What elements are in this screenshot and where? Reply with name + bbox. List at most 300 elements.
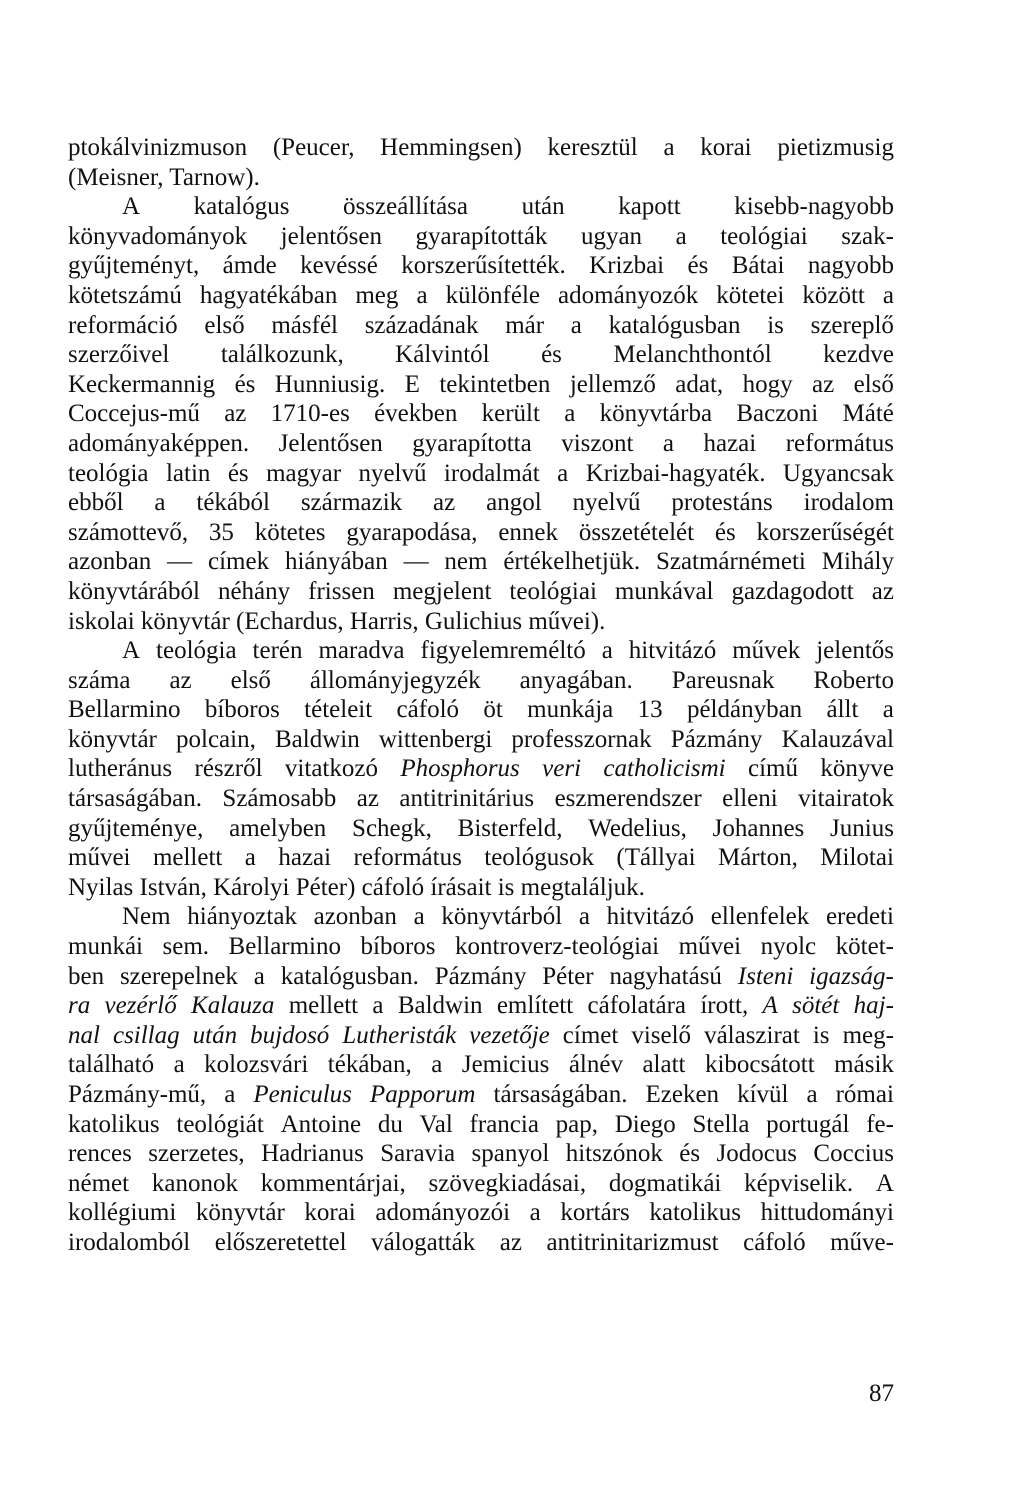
word: kötetes — [254, 518, 326, 546]
word: Márton, — [717, 844, 798, 872]
word: és — [714, 518, 736, 546]
word: kapott — [618, 193, 681, 221]
text-line — [68, 340, 894, 370]
word: szerzetes, — [148, 1140, 245, 1168]
word: ra — [68, 992, 91, 1020]
word: veri — [542, 755, 582, 783]
word: Coccius — [813, 1140, 894, 1168]
word: nyelvű — [358, 459, 427, 487]
word: teológusok — [484, 844, 594, 872]
word: Johannes — [712, 814, 805, 842]
word: bíboros — [360, 933, 436, 961]
word: katolikus — [649, 1199, 742, 1227]
word: és — [541, 341, 562, 369]
word: az — [433, 489, 456, 517]
word: nal — [68, 1021, 100, 1049]
word: könyvtárba — [599, 400, 713, 428]
word: kezdve — [823, 341, 894, 369]
word: polcain, — [176, 725, 256, 753]
word: fe- — [866, 1110, 894, 1138]
word: a — [601, 637, 613, 665]
word: szerepelnek — [119, 962, 238, 990]
word: nyelvű — [572, 489, 641, 517]
word: A — [762, 992, 778, 1020]
word: értékelhetjük. — [503, 548, 641, 576]
word: összeállítása — [343, 193, 468, 221]
word: gyarapodása, — [346, 518, 478, 546]
word: Diego — [614, 1110, 676, 1138]
word: Saravia — [380, 1140, 456, 1168]
word: azonban — [313, 903, 397, 931]
word: latin — [165, 459, 211, 487]
word: között — [802, 281, 865, 309]
word: válaszirat — [704, 1021, 800, 1049]
word: években — [374, 400, 458, 428]
word: az — [499, 1228, 522, 1256]
word: hittudományi — [760, 1199, 894, 1227]
word: korszerűségét — [756, 518, 894, 546]
text-line — [68, 843, 894, 873]
word: cáfoló — [743, 1228, 806, 1256]
word: a — [413, 903, 425, 931]
word: adományaképpen. — [68, 429, 250, 457]
text-line — [68, 459, 894, 489]
word: Pázmány — [434, 962, 527, 990]
word: könyvtárából — [68, 577, 200, 605]
word: haj- — [853, 992, 894, 1020]
word: (Meisner, Tarnow). — [68, 163, 260, 191]
word: gyűjteménye, — [68, 814, 204, 842]
word: Ezeken — [645, 1081, 720, 1108]
word: első — [853, 370, 894, 398]
word: kötetszámú — [68, 281, 182, 309]
text-line — [68, 488, 894, 518]
text-line — [68, 1080, 894, 1110]
word: Pázmány-mű, — [68, 1081, 207, 1108]
word: századának — [364, 311, 479, 339]
word: katalógusban. — [280, 962, 419, 990]
word: eszmerendszer — [554, 785, 702, 813]
text-line — [68, 932, 894, 962]
word: cáfoló — [396, 696, 460, 724]
word: a — [253, 962, 265, 990]
word: reformáció — [68, 311, 178, 339]
word: antitrinitarizmust — [546, 1228, 719, 1256]
word: részről — [194, 755, 263, 783]
text-line — [68, 192, 894, 222]
word: és — [234, 370, 256, 398]
word: első — [204, 311, 245, 339]
word: már — [505, 311, 545, 339]
text-line — [68, 251, 894, 281]
word: álnév — [568, 1051, 623, 1079]
word: vezetője — [469, 1021, 550, 1049]
word: könyvtárból — [441, 903, 563, 931]
word: írott, — [700, 992, 749, 1020]
word: elleni — [722, 785, 778, 813]
word: Antoine — [280, 1110, 362, 1138]
text-line — [68, 1228, 894, 1258]
word: Wedelius, — [588, 814, 687, 842]
word: könyvtár — [68, 725, 157, 753]
word: kötetei — [716, 281, 785, 309]
word: figyelemreméltó — [420, 637, 586, 665]
word: spanyol — [471, 1140, 550, 1168]
word: Baldwin — [397, 992, 483, 1020]
word: társaságában. — [68, 785, 202, 813]
word: ebből — [68, 489, 124, 517]
word: Schegk, — [352, 814, 432, 842]
word: című — [748, 755, 799, 783]
word: teológia — [68, 459, 149, 487]
word: római — [835, 1081, 894, 1108]
word: pietizmusig — [777, 134, 894, 161]
word: Hemmingsen) — [380, 134, 522, 161]
word: az — [812, 370, 835, 398]
word: és — [227, 459, 249, 487]
word: a — [806, 1081, 818, 1108]
word: nagyhatású — [609, 962, 722, 990]
word: címet — [562, 1021, 619, 1049]
word: után — [521, 193, 565, 221]
word: anyagában. — [519, 666, 633, 694]
word: ptokálvinizmuson — [68, 134, 248, 161]
word: került — [481, 400, 540, 428]
word: Jelentősen — [278, 429, 383, 457]
word: gyarapította — [412, 429, 532, 457]
word: után — [192, 1021, 238, 1049]
word: a — [882, 281, 894, 309]
word: hazai — [703, 429, 757, 457]
word: jelentősen — [280, 222, 383, 250]
word: iskolai könyvtár (Echardus, Harris, Gulichius művei). — [68, 607, 606, 635]
word: (Peucer, — [272, 134, 355, 161]
word: Nem — [122, 903, 171, 931]
word: Jemicius — [461, 1051, 550, 1079]
word: angol — [486, 489, 542, 517]
word: művei — [678, 933, 742, 961]
word: másik — [834, 1051, 894, 1079]
word: Ugyancsak — [782, 459, 894, 487]
word: A — [875, 1169, 894, 1197]
text-line — [68, 370, 894, 400]
word: Jodocus — [716, 1140, 798, 1168]
word: amelyben — [229, 814, 327, 842]
word: állt — [826, 696, 859, 724]
word: a — [529, 1199, 541, 1227]
word: maradva — [318, 637, 405, 665]
word: Péter — [542, 962, 594, 990]
text-line — [68, 281, 894, 311]
word: hiányoztak — [187, 903, 297, 931]
word: Bellarmino — [68, 696, 181, 724]
word: címek — [208, 548, 270, 576]
word: hagyatékában — [199, 281, 338, 309]
word: kommentárjai, — [260, 1169, 406, 1197]
word: gazdagodott — [731, 577, 854, 605]
word: példányban — [686, 696, 803, 724]
word: kívül — [737, 1081, 789, 1108]
word: a — [663, 134, 675, 161]
word: a — [570, 311, 582, 339]
text-line — [68, 666, 894, 696]
word: tékából — [196, 489, 270, 517]
word: az — [169, 666, 192, 694]
word: található — [68, 1051, 155, 1079]
word: a — [416, 281, 428, 309]
word: számottevő, — [68, 518, 189, 546]
word: találkozunk, — [220, 341, 344, 369]
word: eredeti — [825, 903, 894, 931]
word: hogy — [742, 370, 793, 398]
word: hiányában — [284, 548, 388, 576]
text-line — [68, 577, 894, 607]
text-line — [68, 873, 894, 903]
word: és — [679, 1140, 701, 1168]
word: keresztül — [547, 134, 638, 161]
word: a — [173, 1051, 185, 1079]
word: portugál — [766, 1110, 850, 1138]
word: is — [812, 1021, 830, 1049]
word: műve- — [830, 1228, 894, 1256]
word: Stella — [692, 1110, 750, 1138]
word: katolikus — [68, 1110, 160, 1138]
text-line — [68, 902, 894, 932]
word: a — [557, 459, 569, 487]
word: ámde — [222, 252, 277, 280]
text-line — [68, 429, 894, 459]
word: kortárs — [560, 1199, 630, 1227]
word: Peniculus — [253, 1081, 352, 1108]
word: első — [230, 666, 271, 694]
word: Keckermannig — [68, 370, 216, 398]
text-line — [68, 222, 894, 252]
text-line — [68, 814, 894, 844]
word: kevéssé — [300, 252, 378, 280]
word: előszeretettel — [214, 1228, 347, 1256]
text-line — [68, 636, 894, 666]
word: magyar — [266, 459, 342, 487]
word: meg- — [842, 1021, 894, 1049]
text-line — [68, 399, 894, 429]
text-line — [68, 163, 894, 193]
word: szövegkiadásai, — [428, 1169, 587, 1197]
word: Máté — [842, 400, 894, 428]
word: Kalauzával — [781, 725, 894, 753]
word: Bellarmino — [228, 933, 342, 961]
word: Junius — [830, 814, 894, 842]
word: művek — [732, 637, 801, 665]
word: csillag — [112, 1021, 180, 1049]
word: du — [377, 1110, 403, 1138]
word: kontroverz-teológiai — [455, 933, 660, 961]
word: Coccejus-mű — [68, 400, 200, 428]
word: (Tállyai — [616, 844, 696, 872]
text-line — [68, 695, 894, 725]
word: A — [122, 637, 141, 665]
word: viselő — [631, 1021, 692, 1049]
word: ellenfelek — [710, 903, 810, 931]
word: hazai — [278, 844, 332, 872]
word: korszerűsítették. — [401, 252, 566, 280]
word: meg — [355, 281, 399, 309]
word: pap, — [555, 1110, 598, 1138]
word: Roberto — [813, 666, 894, 694]
word: francia — [469, 1110, 539, 1138]
word: másfél — [271, 311, 338, 339]
word: származik — [300, 489, 403, 517]
word: nagyobb — [807, 252, 894, 280]
word: gyarapították — [415, 222, 548, 250]
word: az — [356, 785, 379, 813]
word: teológiai — [720, 222, 808, 250]
word: mellett — [288, 992, 359, 1020]
word: gyűjteményt, — [68, 252, 200, 280]
page-text — [68, 133, 894, 1258]
word: bujdosó — [250, 1021, 330, 1049]
word: alatt — [642, 1051, 686, 1079]
word: Hunniusig. — [274, 370, 386, 398]
word: A — [122, 193, 141, 221]
word: antitrinitárius — [399, 785, 535, 813]
word: Pareusnak — [671, 666, 775, 694]
word: 35 — [208, 518, 234, 546]
text-line — [68, 1169, 894, 1199]
text-line — [68, 962, 894, 992]
word: Bisterfeld, — [457, 814, 563, 842]
word: könyvadományok — [68, 222, 248, 250]
word: szerzőivel — [68, 341, 170, 369]
word: teológiai — [509, 577, 597, 605]
word: professzornak — [511, 725, 652, 753]
word: Szatmárnémeti — [655, 548, 806, 576]
word: E — [404, 370, 420, 398]
word: kolozsvári — [204, 1051, 309, 1079]
word: társaságában. — [493, 1081, 628, 1108]
word: Krizbai-hagyaték. — [585, 459, 766, 487]
text-line — [68, 754, 894, 784]
word: állományjegyzék — [309, 666, 481, 694]
word: öt — [483, 696, 503, 724]
word: lutheránus — [68, 755, 173, 783]
word: nem — [444, 548, 488, 576]
word: a — [578, 903, 590, 931]
word: sem. — [162, 933, 210, 961]
word: azonban — [68, 548, 152, 576]
word: mellett — [152, 844, 223, 872]
word: 1710-es — [270, 400, 350, 428]
word: vitatkozó — [284, 755, 378, 783]
text-line — [68, 547, 894, 577]
word: sötét — [792, 992, 840, 1020]
word: katalógus — [193, 193, 290, 221]
word: könyvtár — [195, 1199, 285, 1227]
word: catholicismi — [603, 755, 726, 783]
word: a — [244, 844, 256, 872]
text-line — [68, 725, 894, 755]
word: könyve — [820, 755, 894, 783]
word: adat, — [675, 370, 724, 398]
word: irodalom — [803, 489, 894, 517]
word: ugyan — [580, 222, 643, 250]
word: frissen — [308, 577, 375, 605]
word: jelentős — [816, 637, 894, 665]
word: a — [224, 1081, 236, 1108]
word: művei — [68, 844, 131, 872]
word: Melanchthontól — [613, 341, 772, 369]
word: összetételét — [578, 518, 695, 546]
word: munkája — [527, 696, 614, 724]
word: a — [564, 400, 576, 428]
word: irodalmát — [443, 459, 540, 487]
text-line — [68, 311, 894, 341]
word: Krizbai — [589, 252, 665, 280]
word: Pázmány — [670, 725, 763, 753]
word: válogatták — [371, 1228, 476, 1256]
word: vezérlő — [104, 992, 177, 1020]
word: Lutheristák — [342, 1021, 457, 1049]
word: cáfolatára — [587, 992, 687, 1020]
word: református — [353, 844, 462, 872]
word: tékában, — [327, 1051, 412, 1079]
word: munkával — [614, 577, 714, 605]
word: vitairatok — [798, 785, 894, 813]
word: a — [154, 489, 166, 517]
word: Phosphorus — [400, 755, 520, 783]
word: adományozók — [558, 281, 699, 309]
word: Számosabb — [222, 785, 337, 813]
word: — — [167, 548, 193, 576]
word: az — [224, 400, 247, 428]
word: bíboros — [204, 696, 280, 724]
word: református — [785, 429, 894, 457]
word: a — [372, 992, 384, 1020]
word: Kalauza — [191, 992, 275, 1020]
word: a — [882, 696, 894, 724]
word: Mihály — [821, 548, 894, 576]
word: a — [662, 429, 674, 457]
word: protestáns — [671, 489, 773, 517]
word: viszont — [561, 429, 634, 457]
word: néhány — [217, 577, 291, 605]
word: Hadrianus — [261, 1140, 364, 1168]
text-line — [68, 1110, 894, 1140]
word: terén — [252, 637, 303, 665]
word: Baczoni — [736, 400, 819, 428]
word: kollégiumi — [68, 1199, 177, 1227]
word: nyolc — [760, 933, 817, 961]
word: Bátai — [731, 252, 785, 280]
word: a — [431, 1051, 443, 1079]
word: szak- — [841, 222, 894, 250]
word: dogmatikái — [608, 1169, 722, 1197]
text-line — [68, 1139, 894, 1169]
word: Nyilas István, Károlyi Péter) cáfoló írásait is megtaláljuk. — [68, 873, 645, 901]
word: Val — [419, 1110, 453, 1138]
word: igazság- — [809, 962, 894, 990]
word: hitszónok — [565, 1140, 663, 1168]
text-line — [68, 607, 894, 637]
word: és — [687, 252, 709, 280]
word: tekintetben — [439, 370, 551, 398]
word: képviselik. — [744, 1169, 854, 1197]
word: Milotai — [820, 844, 894, 872]
word: Baldwin — [275, 725, 360, 753]
word: száma — [68, 666, 131, 694]
word: Isteni — [737, 962, 794, 990]
text-line — [68, 991, 894, 1021]
word: ennek — [498, 518, 559, 546]
